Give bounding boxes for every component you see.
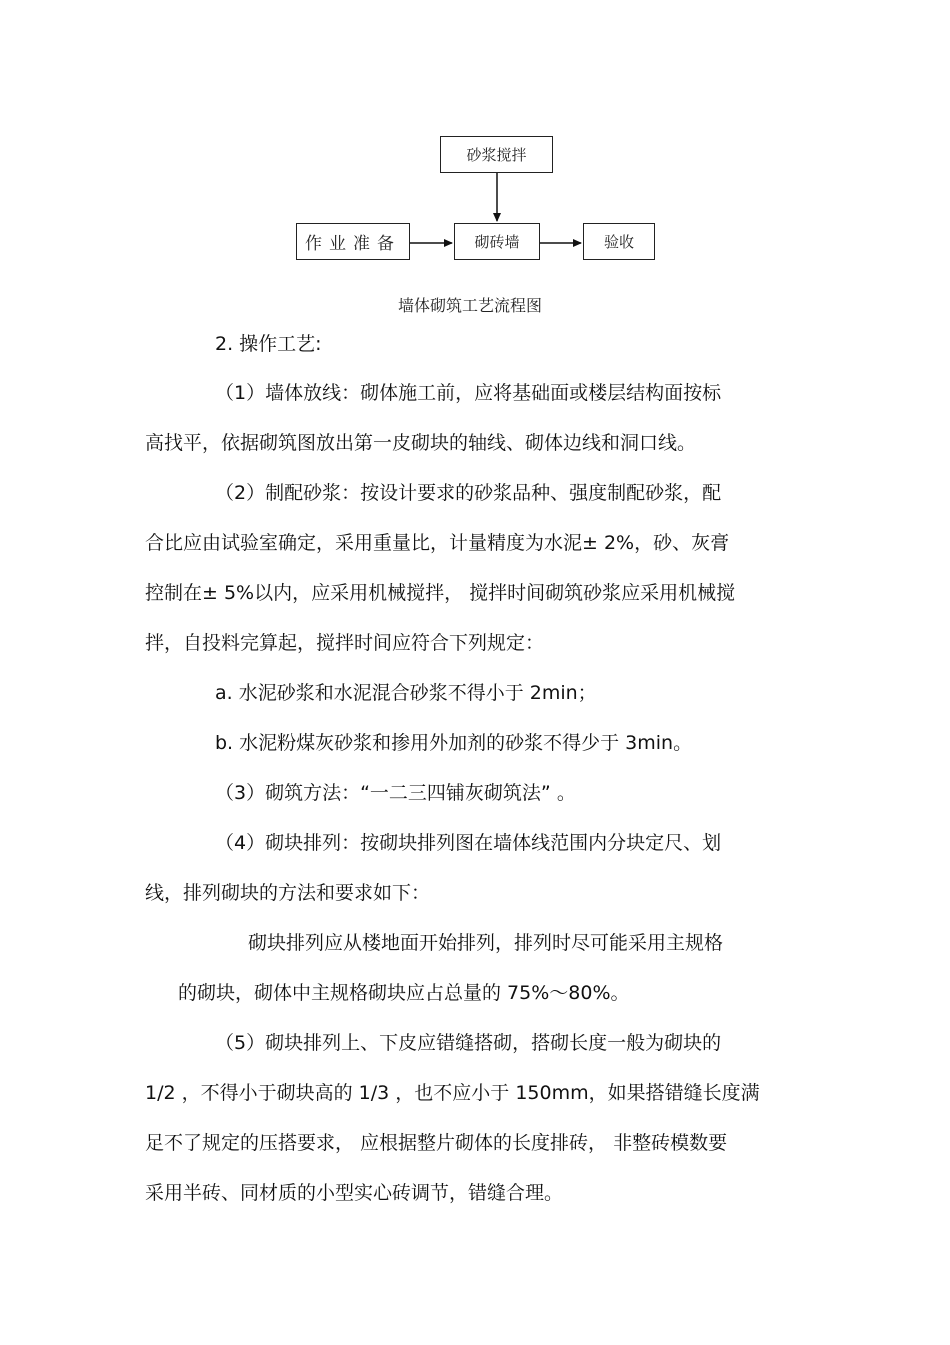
node-work-preparation: 作业准备 — [296, 223, 410, 260]
node-brick-wall: 砌砖墙 — [454, 223, 540, 260]
flowchart-caption: 墙体砌筑工艺流程图 — [397, 296, 542, 315]
step5-line4: 采用半砖、同材质的小型实心砖调节，错缝合理。 — [145, 1182, 564, 1204]
step2-line3: 控制在± 5%以内，应采用机械搅拌， 搅拌时间砌筑砂浆应采用机械搅 — [145, 582, 736, 604]
step1-line2: 高找平，依据砌筑图放出第一皮砌块的轴线、砌体边线和洞口线。 — [145, 432, 697, 454]
note-line1: 砌块排列应从楼地面开始排列，排列时尽可能采用主规格 — [248, 932, 724, 954]
node-acceptance: 验收 — [583, 223, 655, 260]
step2-line4: 拌，自投料完算起，搅拌时间应符合下列规定： — [145, 632, 545, 654]
step5-line3: 足不了规定的压搭要求， 应根据整片砌体的长度排砖， 非整砖模数要 — [145, 1132, 728, 1154]
note-line2: 的砌块，砌体中主规格砌块应占总量的 75%～80%。 — [178, 982, 630, 1004]
step2-line1: （2）制配砂浆：按设计要求的砂浆品种、强度制配砂浆，配 — [215, 482, 722, 504]
rule-b: b. 水泥粉煤灰砂浆和掺用外加剂的砂浆不得少于 3min。 — [215, 732, 693, 754]
step3: （3）砌筑方法：“一二三四铺灰砌筑法” 。 — [215, 782, 576, 804]
step2-line2: 合比应由试验室确定，采用重量比，计量精度为水泥± 2%，砂、灰膏 — [145, 532, 730, 554]
section-heading: 2. 操作工艺: — [215, 333, 322, 355]
step5-line2: 1/2 ，不得小于砌块高的 1/3 ，也不应小于 150mm，如果搭错缝长度满 — [145, 1082, 760, 1104]
node-mortar-mixing: 砂浆搅拌 — [440, 136, 553, 173]
rule-a: a. 水泥砂浆和水泥混合砂浆不得小于 2min； — [215, 682, 597, 704]
process-flowchart — [0, 0, 950, 330]
step4-line2: 线，排列砌块的方法和要求如下： — [145, 882, 431, 904]
step1-line1: （1）墙体放线：砌体施工前，应将基础面或楼层结构面按标 — [215, 382, 722, 404]
step4-line1: （4）砌块排列：按砌块排列图在墙体线范围内分块定尺、划 — [215, 832, 722, 854]
step5-line1: （5）砌块排列上、下皮应错缝搭砌，搭砌长度一般为砌块的 — [215, 1032, 722, 1054]
